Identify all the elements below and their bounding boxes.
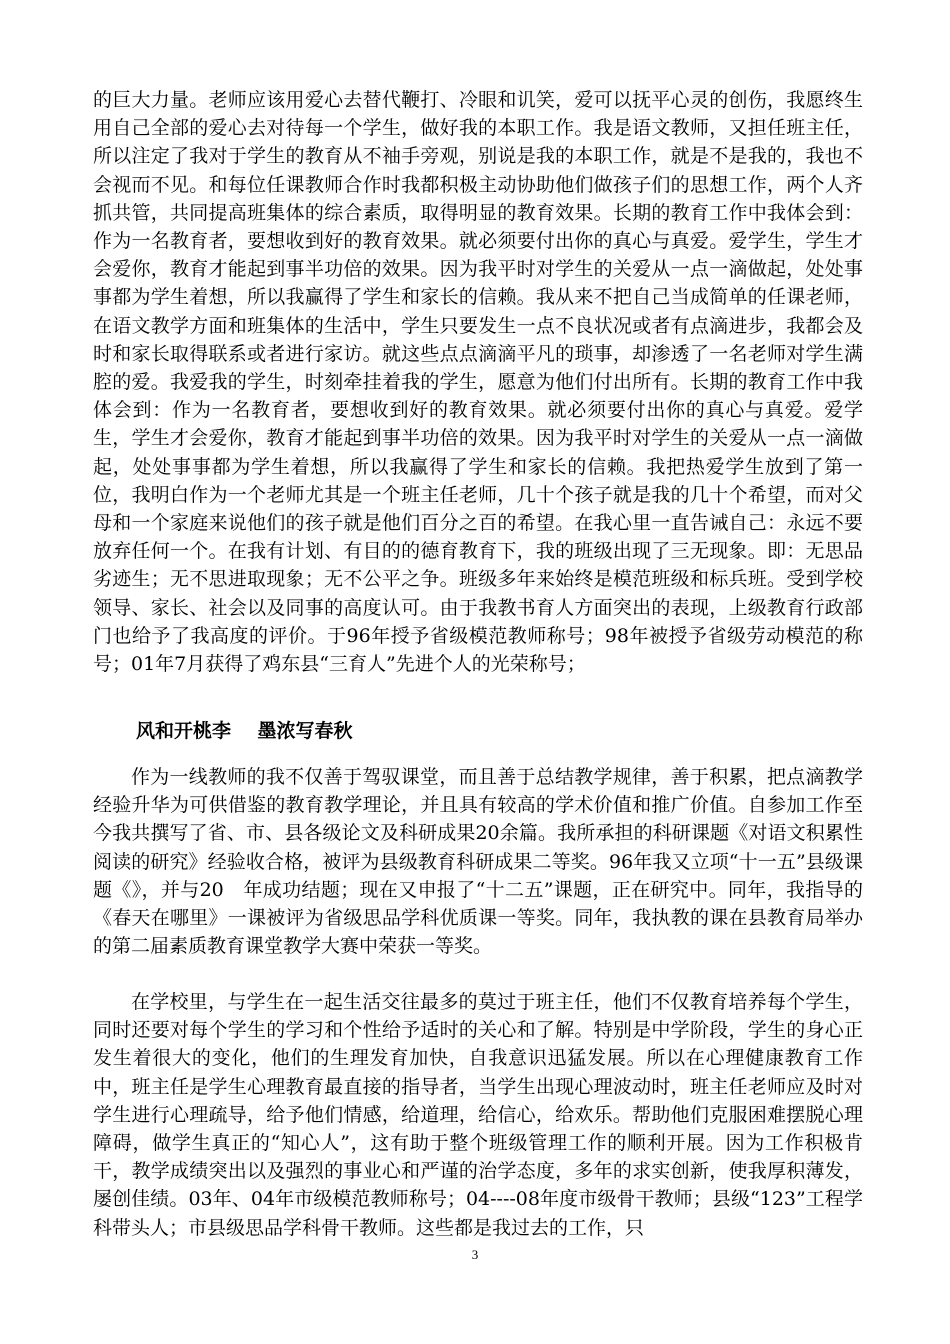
section-heading: 风和开桃李 墨浓写春秋 xyxy=(136,720,353,742)
body-paragraph-2: 作为一线教师的我不仅善于驾驭课堂，而且善于总结教学规律，善于积累，把点滴教学经验升华为可供借鉴的教育教学理论，并且具有较高的学术价值和推广价值。自参加工作至今我共撰写了省、市、县各级论文及科研成果20余篇。我所承担的科研课题《对语文积累性阅读的研究》经验收合格，被评为县级教育科研成果二等奖。96年我又立项“十一五”县级课题《》，并与20 年成功结题；现在又申报了“十二五”课题，正在研究中。同年，我指导的《春天在哪里》一课被评为省级思品学科优质课一等奖。同年，我执教的课在县教育局举办的第二届素质教育课堂教学大赛中荣获一等奖。 xyxy=(93,766,863,958)
page-number: 3 xyxy=(471,1247,479,1262)
body-paragraph-3: 在学校里，与学生在一起生活交往最多的莫过于班主任，他们不仅教育培养每个学生，同时还要对每个学生的学习和个性给予适时的关心和了解。特别是中学阶段，学生的身心正发生着很大的变化，他们的生理发育加快，自我意识迅猛发展。所以在心理健康教育工作中，班主任是学生心理教育最直接的指导者，当学生出现心理波动时，班主任老师应及时对学生进行心理疏导，给予他们情感，给道理，给信心，给欢乐。帮助他们克服困难摆脱心理障碍，做学生真正的“知心人”，这有助于整个班级管理工作的顺利开展。因为工作积极肯干，教学成绩突出以及强烈的事业心和严谨的治学态度，多年的求实创新，使我厚积薄发，屡创佳绩。03年、04年市级模范教师称号；04----08年度市级骨干教师；县级“123”工程学科带头人；市县级思品学科骨干教师。这些都是我过去的工作，只 xyxy=(93,991,863,1239)
body-paragraph-1: 的巨大力量。老师应该用爱心去替代鞭打、冷眼和讥笑，爱可以抚平心灵的创伤，我愿终生用自己全部的爱心去对待每一个学生，做好我的本职工作。我是语文教师，又担任班主任，所以注定了我对于学生的教育从不袖手旁观，别说是我的本职工作，就是不是我的，我也不会视而不见。和每位任课教师合作时我都积极主动协助他们做孩子们的思想工作，两个人齐抓共管，共同提高班集体的综合素质，取得明显的教育效果。长期的教育工作中我体会到：作为一名教育者，要想收到好的教育效果。就必须要付出你的真心与真爱。爱学生，学生才会爱你，教育才能起到事半功倍的效果。因为我平时对学生的关爱从一点一滴做起，处处事事都为学生着想，所以我赢得了学生和家长的信赖。我从来不把自己当成简单的任课老师，在语文教学方面和班集体的生活中，学生只要发生一点不良状况或者有点滴进步，我都会及时和家长取得联系或者进行家访。就这些点点滴滴平凡的琐事，却渗透了一名老师对学生满腔的爱。我爱我的学生，时刻牵挂着我的学生，愿意为他们付出所有。长期的教育工作中我体会到：作为一名教育者，要想收到好的教育效果。就必须要付出你的真心与真爱。爱学生，学生才会爱你，教育才能起到事半功倍的效果。因为我平时对学生的关爱从一点一滴做起，处处事事都为学生着想，所以我赢得了学生和家长的信赖。我把热爱学生放到了第一位，我明白作为一个老师尤其是一个班主任老师，几十个孩子就是我的几十个希望，而对父母和一个家庭来说他们的孩子就是他们百分之百的希望。在我心里一直告诫自己：永远不要放弃任何一个。在我有计划、有目的的德育教育下，我的班级出现了三无现象。即：无思品劣迹生；无不思进取现象；无不公平之争。班级多年来始终是模范班级和标兵班。受到学校领导、家长、社会以及同事的高度认可。由于我教书育人方面突出的表现，上级教育行政部门也给予了我高度的评价。于96年授予省级模范教师称号；98年被授予省级劳动模范的称号；01年7月获得了鸡东县“三育人”先进个人的光荣称号； xyxy=(93,89,863,676)
